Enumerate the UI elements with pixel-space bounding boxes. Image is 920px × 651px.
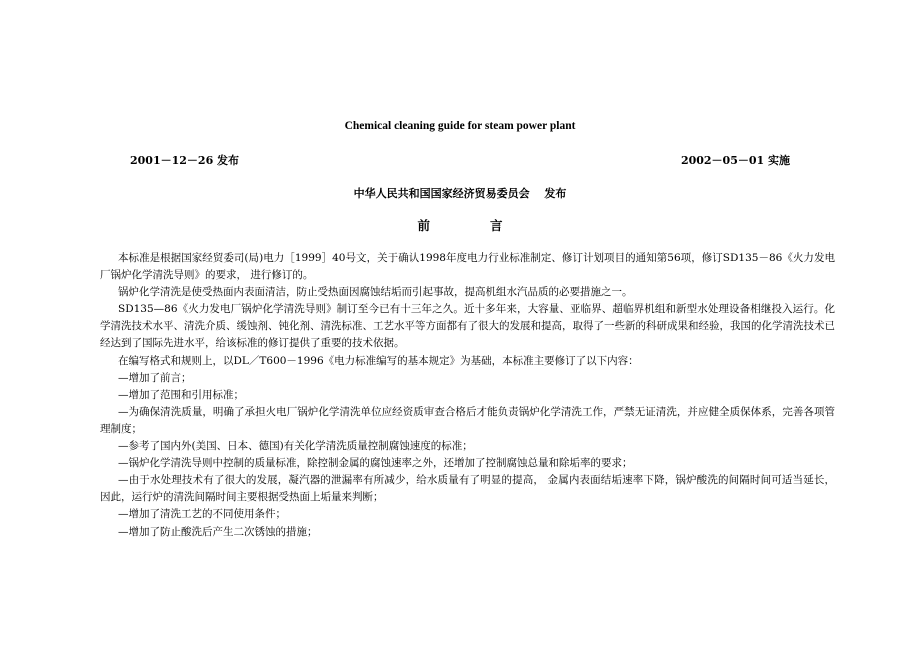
paragraph: 在编写格式和规则上，以DL／T600－1996《电力标准编写的基本规定》为基础，本标准主要修订了以下内容：	[118, 354, 639, 367]
list-item: —锅炉化学清洗导则中控制的质量标准，除控制金属的腐蚀速率之外，还增加了控制腐蚀总量和除垢率的要求；	[118, 457, 633, 470]
list-item: —增加了清洗工艺的不同使用条件；	[118, 508, 286, 521]
english-title: Chemical cleaning guide for steam power plant	[344, 120, 576, 132]
list-item: —参考了国内外(美国、日本、德国)有关化学清洗质量控制腐蚀速度的标准；	[118, 440, 473, 453]
paragraph: 锅炉化学清洗是使受热面内表面清洁，防止受热面因腐蚀结垢而引起事故，提高机组水汽品质的必要措施之一。	[118, 286, 633, 299]
effective-date: 2002－05－01 实施	[680, 154, 790, 167]
list-item: —增加了防止酸洗后产生二次锈蚀的措施；	[118, 525, 318, 538]
issuing-authority: 中华人民共和国国家经济贸易委员会 发布	[353, 187, 567, 200]
paragraph: 本标准是根据国家经贸委司(局)电力［1999］40号文，关于确认1998年度电力行业标准制定、修订计划项目的通知第56项，修订SD135－86《火力发电厂锅炉化学清洗导则》的要求， 进行修订的。	[100, 252, 835, 282]
issue-date: 2001－12－26 发布	[130, 154, 240, 167]
paragraph: SD135—86《火力发电厂锅炉化学清洗导则》制订至今已有十三年之久。近十多年来，大容量、亚临界、超临界机组和新型水处理设备相继投入运行。化学清洗技术水平、清洗介质、缓蚀剂、钝化剂、清洗标准、工艺水平等方面都有了很大的发展和提高，取得了一些新的科研成果和经验，我国的化学清洗技术已经达到了国际先进水平，给该标准的修订提供了重要的技术依据。	[100, 303, 835, 350]
preface-heading: 前言	[417, 218, 563, 233]
list-item: —增加了范围和引用标准；	[118, 388, 244, 401]
list-item: —为确保清洗质量，明确了承担火电厂锅炉化学清洗单位应经资质审查合格后才能负责锅炉化学清洗工作，严禁无证清洗，并应健全质保体系，完善各项管理制度；	[100, 405, 835, 435]
list-item: —增加了前言；	[118, 371, 192, 384]
list-item: —由于水处理技术有了很大的发展，凝汽器的泄漏率有所减少，给水质量有了明显的提高， 金属内表面结垢速率下降，锅炉酸洗的间隔时间可适当延长，因此，运行炉的清洗间隔时间主要根据受热面上垢量来判断；	[100, 474, 835, 504]
preface-body	[100, 250, 835, 541]
